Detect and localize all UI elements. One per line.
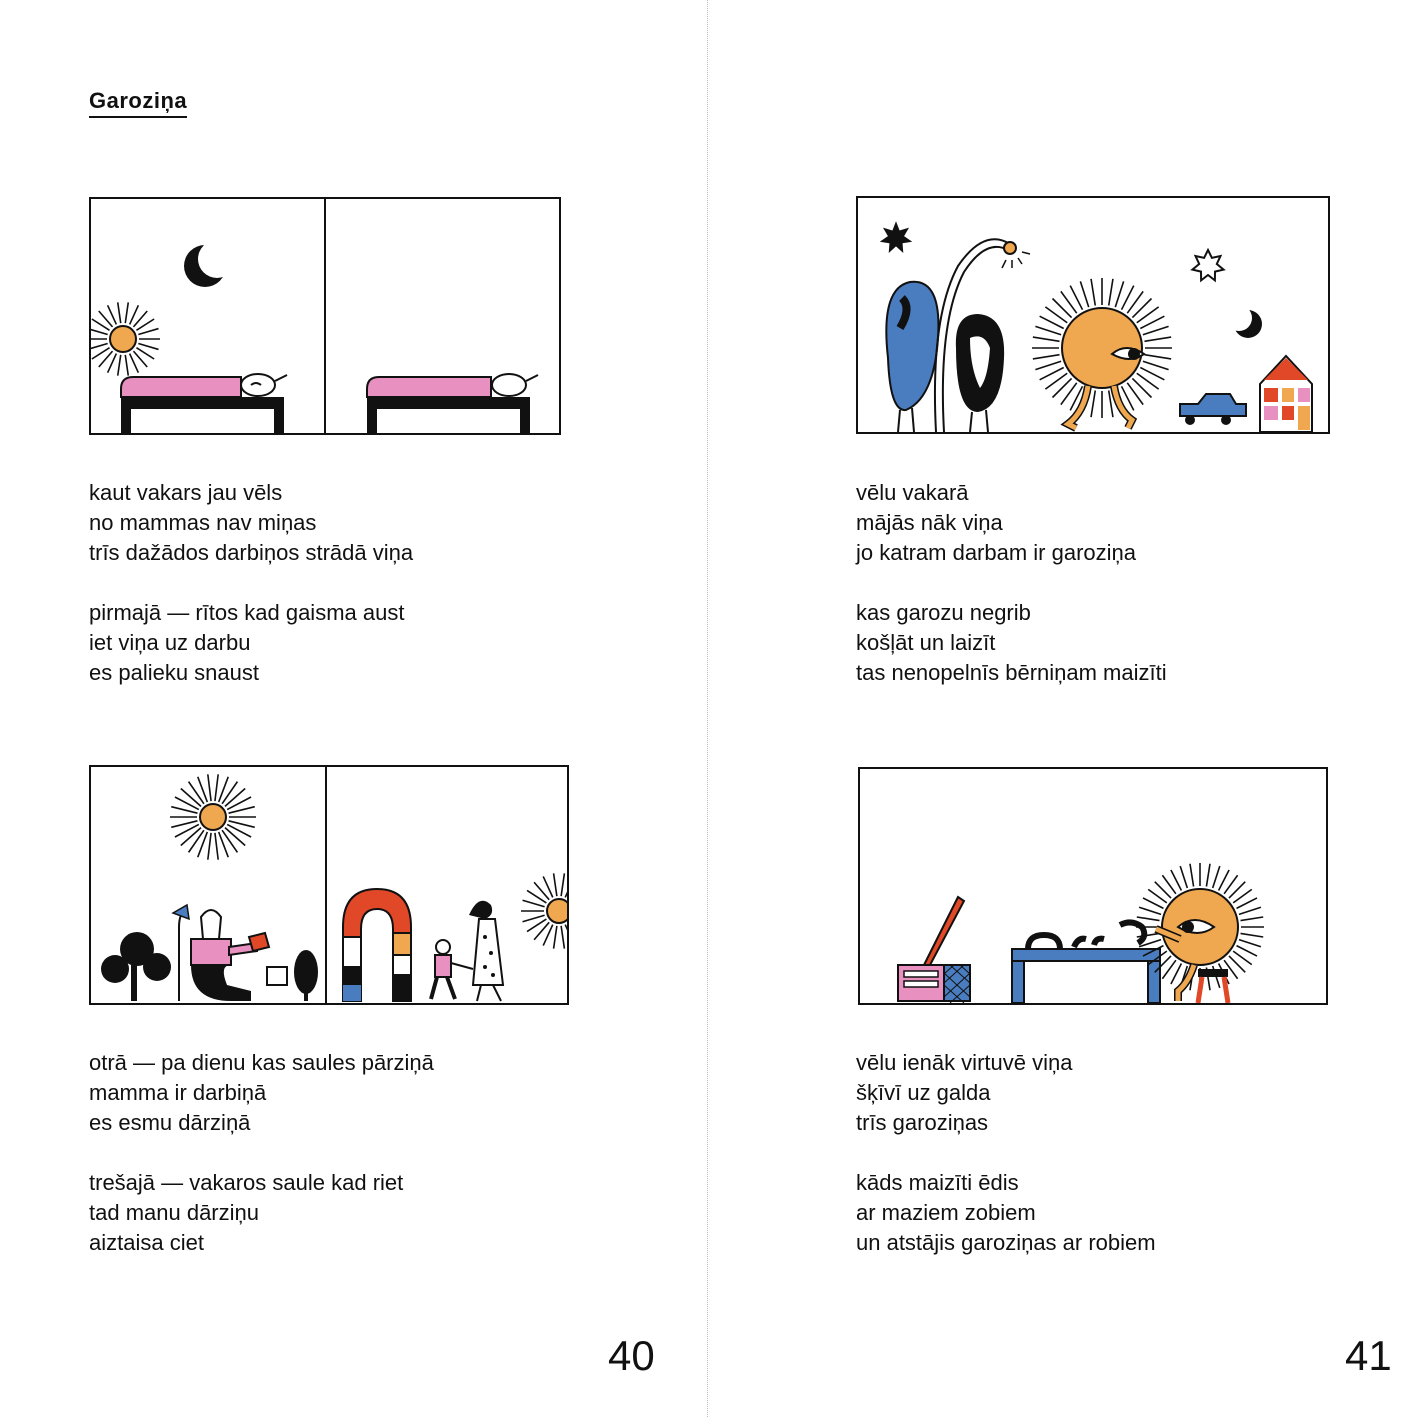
moon-icon: [1226, 305, 1262, 338]
stanza-1: [89, 478, 413, 568]
verse-line: trešajā — vakaros saule kad riet: [89, 1170, 404, 1195]
woman-with-box-icon: [191, 910, 287, 1001]
sun-icon: [91, 302, 160, 375]
verse-line: jo katram darbam ir garoziņa: [856, 540, 1137, 565]
stanza-5: [856, 478, 1136, 568]
house-icon: [1260, 356, 1312, 432]
bed-icon: [121, 374, 287, 433]
tree-icon: [101, 932, 171, 1001]
verse-line: trīs garoziņas: [856, 1110, 989, 1135]
verse-line: es palieku snaust: [89, 660, 259, 685]
illustration-beds-night-morning: [89, 197, 561, 435]
verse-line: iet viņa uz darbu: [89, 630, 251, 655]
verse-line: šķīvī uz galda: [856, 1080, 991, 1105]
page-gutter: [707, 0, 708, 1417]
bread-crust-icon: [1028, 922, 1144, 949]
sun-icon: [170, 774, 256, 859]
star-icon: [882, 224, 909, 251]
verse-line: kaut vakars jau vēls: [89, 480, 283, 505]
stanza-6: [856, 598, 1167, 688]
table-icon: [1012, 949, 1160, 1003]
stanza-7: [856, 1048, 1072, 1138]
verse-line: košļāt un laizīt: [856, 630, 996, 655]
child-icon: [431, 940, 473, 999]
lamp-icon: [173, 905, 189, 1001]
tree-icon: [956, 314, 1004, 432]
verse-line: vēlu ienāk virtuvē viņa: [856, 1050, 1073, 1075]
verse-line: kāds maizīti ēdis: [856, 1170, 1019, 1195]
mother-icon: [469, 901, 503, 1001]
page-number: 41: [1345, 1332, 1392, 1379]
bed-icon: [367, 374, 538, 433]
verse-line: aiztaisa ciet: [89, 1230, 204, 1255]
left-page: [0, 0, 708, 1417]
stanza-2: [89, 598, 404, 688]
verse-line: tad manu dārziņu: [89, 1200, 259, 1225]
verse-line: mājās nāk viņa: [856, 510, 1003, 535]
verse-line: no mammas nav miņas: [89, 510, 317, 535]
verse-line: tas nenopelnīs bērniņam maizīti: [856, 660, 1167, 685]
arch-gate-icon: [343, 889, 411, 1001]
poem-title: Garoziņa: [89, 88, 187, 118]
verse-line: trīs dažādos darbiņos strādā viņa: [89, 540, 414, 565]
sun-legs-icon: [1068, 386, 1132, 428]
bush-icon: [294, 950, 318, 1001]
verse-line: mamma ir darbiņā: [89, 1080, 267, 1105]
car-icon: [1180, 394, 1246, 425]
verse-line: ar maziem zobiem: [856, 1200, 1036, 1225]
verse-line: vēlu vakarā: [856, 480, 969, 505]
page-number: 40: [608, 1332, 655, 1379]
illustration-evening-street: [856, 196, 1330, 434]
verse-line: pirmajā — rītos kad gaisma aust: [89, 600, 405, 625]
stanza-4: [89, 1168, 403, 1258]
illustration-garden-walk: [89, 765, 569, 1005]
illustration-kitchen-table: [858, 767, 1328, 1005]
verse-line: un atstājis garoziņas ar robiem: [856, 1230, 1156, 1255]
tree-icon: [886, 282, 938, 432]
verse-line: es esmu dārziņā: [89, 1110, 251, 1135]
bread-box-icon: [898, 897, 970, 1003]
star-icon: [1192, 250, 1223, 280]
verse-line: otrā — pa dienu kas saules pārziņā: [89, 1050, 434, 1075]
right-page: [709, 0, 1417, 1417]
sun-icon: [521, 873, 567, 948]
stanza-3: [89, 1048, 434, 1138]
verse-line: kas garozu negrib: [856, 600, 1031, 625]
sun-character-icon: [1032, 278, 1172, 418]
moon-icon: [184, 240, 236, 287]
stanza-8: [856, 1168, 1156, 1258]
